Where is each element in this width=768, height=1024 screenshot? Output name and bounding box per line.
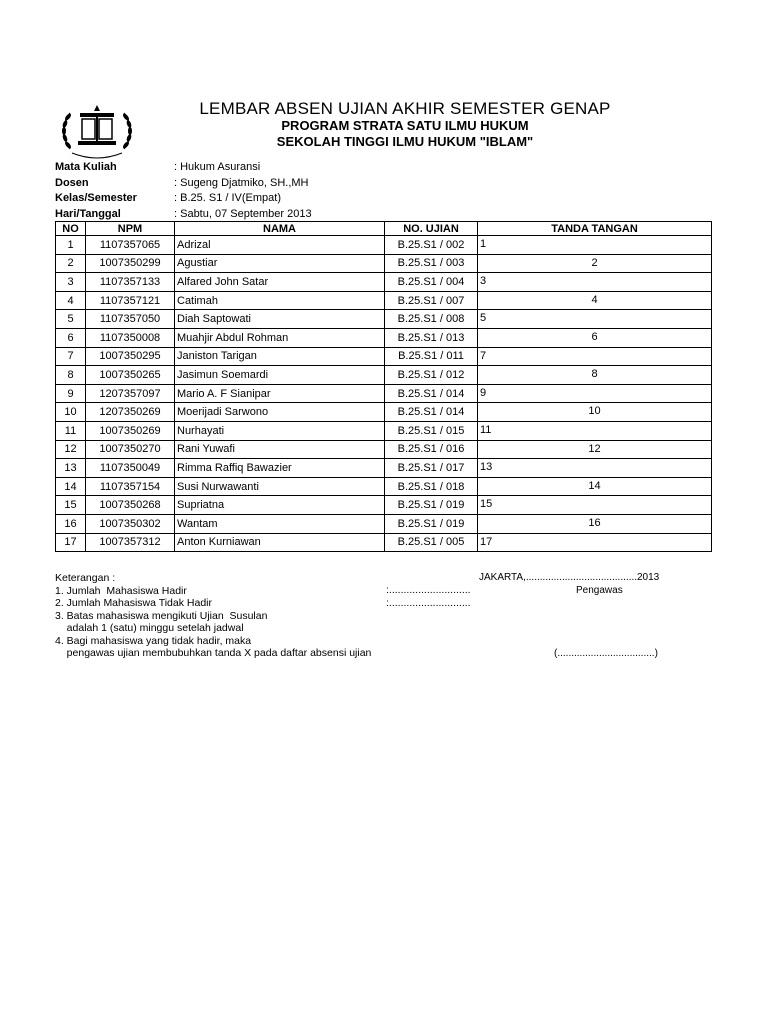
cell-no: 15 (56, 496, 86, 515)
signature-slot-number: 9 (480, 386, 487, 399)
signature-slot-number: 7 (480, 349, 487, 362)
column-header-tanda-tangan: TANDA TANGAN (478, 222, 712, 236)
notes-heading: Keterangan : (55, 572, 116, 584)
page-subtitle-institution: SEKOLAH TINGGI ILMU HUKUM "IBLAM" (276, 134, 534, 149)
cell-tanda-tangan[interactable] (478, 310, 712, 329)
cell-npm: 1107350049 (86, 459, 175, 478)
cell-npm: 1107357121 (86, 291, 175, 310)
cell-tanda-tangan[interactable] (478, 459, 712, 478)
table-row (56, 403, 712, 422)
table-row (56, 236, 712, 255)
signature-slot-number: 4 (591, 293, 598, 306)
cell-npm: 1107357065 (86, 236, 175, 255)
attendance-table (55, 221, 712, 552)
table-row (56, 459, 712, 478)
cell-tanda-tangan[interactable] (478, 533, 712, 552)
table-row (56, 533, 712, 552)
cell-npm: 1007350268 (86, 496, 175, 515)
info-value: : Sabtu, 07 September 2013 (174, 207, 312, 220)
cell-nama: Mario A. F Sianipar (175, 384, 385, 403)
signature-slot-number: 13 (480, 461, 493, 474)
cell-no: 3 (56, 273, 86, 292)
table-row (56, 310, 712, 329)
cell-nama: Muahjir Abdul Rohman (175, 328, 385, 347)
cell-no: 2 (56, 254, 86, 273)
cell-no-ujian: B.25.S1 / 014 (385, 384, 478, 403)
cell-tanda-tangan[interactable] (478, 291, 712, 310)
note-item: 2. Jumlah Mahasiswa Tidak Hadir (55, 597, 212, 609)
cell-no: 12 (56, 440, 86, 459)
cell-npm: 1007350265 (86, 366, 175, 385)
cell-npm: 1207350269 (86, 403, 175, 422)
signature-slot-number: 12 (588, 442, 601, 455)
cell-tanda-tangan[interactable] (478, 328, 712, 347)
signature-slot-number: 17 (480, 535, 493, 548)
cell-nama: Nurhayati (175, 421, 385, 440)
cell-nama: Jasimun Soemardi (175, 366, 385, 385)
count-hadir-field: :............................ (386, 584, 471, 596)
cell-no: 17 (56, 533, 86, 552)
cell-nama: Catimah (175, 291, 385, 310)
cell-no-ujian: B.25.S1 / 002 (385, 236, 478, 255)
cell-no-ujian: B.25.S1 / 007 (385, 291, 478, 310)
info-value: : Sugeng Djatmiko, SH.,MH (174, 176, 309, 189)
cell-tanda-tangan[interactable] (478, 347, 712, 366)
cell-no-ujian: B.25.S1 / 018 (385, 477, 478, 496)
table-row (56, 328, 712, 347)
count-tidak-hadir-field: :............................ (386, 597, 471, 609)
note-item: 3. Batas mahasiswa mengikuti Ujian Susulan (55, 609, 268, 622)
cell-no: 8 (56, 366, 86, 385)
cell-no: 6 (56, 328, 86, 347)
signature-role: Pengawas (576, 585, 623, 596)
cell-no-ujian: B.25.S1 / 014 (385, 403, 478, 422)
signature-slot-number: 8 (591, 368, 598, 381)
cell-no-ujian: B.25.S1 / 003 (385, 254, 478, 273)
cell-nama: Anton Kurniawan (175, 533, 385, 552)
info-value: : B.25. S1 / IV(Empat) (174, 192, 281, 204)
signature-name-line: (...................................) (554, 648, 658, 659)
cell-no-ujian: B.25.S1 / 008 (385, 310, 478, 329)
cell-tanda-tangan[interactable] (478, 514, 712, 533)
cell-tanda-tangan[interactable] (478, 403, 712, 422)
cell-npm: 1107350008 (86, 328, 175, 347)
signature-slot-number: 5 (480, 312, 487, 325)
cell-no: 9 (56, 384, 86, 403)
table-row (56, 384, 712, 403)
cell-tanda-tangan[interactable] (478, 366, 712, 385)
note-item: 1. Jumlah Mahasiswa Hadir (55, 584, 187, 597)
cell-npm: 1107357133 (86, 273, 175, 292)
cell-nama: Rani Yuwafi (175, 440, 385, 459)
info-label: Dosen (55, 176, 89, 189)
cell-nama: Moerijadi Sarwono (175, 403, 385, 422)
cell-no-ujian: B.25.S1 / 005 (385, 533, 478, 552)
cell-nama: Supriatna (175, 496, 385, 515)
column-header-no-ujian: NO. UJIAN (385, 222, 478, 236)
cell-no-ujian: B.25.S1 / 012 (385, 366, 478, 385)
cell-npm: 1107357154 (86, 477, 175, 496)
column-header-npm: NPM (86, 222, 175, 236)
column-header-nama: NAMA (175, 222, 385, 236)
cell-tanda-tangan[interactable] (478, 421, 712, 440)
note-item: pengawas ujian membubuhkan tanda X pada daftar absensi ujian (55, 647, 372, 659)
cell-npm: 1007350302 (86, 514, 175, 533)
cell-no-ujian: B.25.S1 / 019 (385, 514, 478, 533)
signature-slot-number: 11 (480, 423, 492, 436)
signature-slot-number: 6 (591, 330, 598, 343)
cell-no-ujian: B.25.S1 / 019 (385, 496, 478, 515)
signature-slot-number: 16 (588, 516, 601, 529)
signature-place-date: JAKARTA,........................................2013 (479, 572, 660, 583)
cell-npm: 1007350299 (86, 254, 175, 273)
cell-nama: Janiston Tarigan (175, 347, 385, 366)
signature-slot-number: 14 (588, 479, 601, 492)
info-label: Kelas/Semester (55, 192, 137, 204)
notes (55, 572, 371, 660)
signature-slot-number: 3 (480, 275, 487, 288)
page-title: LEMBAR ABSEN UJIAN AKHIR SEMESTER GENAP (199, 99, 611, 118)
cell-npm: 1207357097 (86, 384, 175, 403)
cell-no: 11 (56, 421, 86, 440)
column-header-no: NO (56, 222, 86, 236)
table-row (56, 254, 712, 273)
cell-tanda-tangan[interactable] (478, 496, 712, 515)
table-row (56, 514, 712, 533)
info-label: Hari/Tanggal (55, 207, 121, 220)
cell-tanda-tangan[interactable] (478, 440, 712, 459)
cell-no-ujian: B.25.S1 / 011 (385, 347, 478, 366)
cell-npm: 1007357312 (86, 533, 175, 552)
signature-slot-number: 2 (591, 256, 598, 269)
cell-nama: Agustiar (175, 254, 385, 273)
cell-npm: 1007350269 (86, 421, 175, 440)
table-row (56, 477, 712, 496)
cell-no-ujian: B.25.S1 / 013 (385, 328, 478, 347)
cell-no-ujian: B.25.S1 / 004 (385, 273, 478, 292)
info-label: Mata Kuliah (55, 161, 117, 173)
cell-no-ujian: B.25.S1 / 015 (385, 421, 478, 440)
page-subtitle-program: PROGRAM STRATA SATU ILMU HUKUM (281, 118, 529, 133)
signature-slot-number: 15 (480, 498, 493, 511)
table-row (56, 347, 712, 366)
cell-npm: 1007350295 (86, 347, 175, 366)
cell-no: 13 (56, 459, 86, 478)
cell-nama: Alfared John Satar (175, 273, 385, 292)
cell-no: 7 (56, 347, 86, 366)
cell-tanda-tangan[interactable] (478, 384, 712, 403)
table-row (56, 421, 712, 440)
cell-no: 1 (56, 236, 86, 255)
table-row (56, 440, 712, 459)
cell-npm: 1107357050 (86, 310, 175, 329)
cell-nama: Adrizal (175, 236, 385, 255)
cell-no-ujian: B.25.S1 / 017 (385, 459, 478, 478)
signature-slot-number: 10 (588, 405, 601, 418)
cell-tanda-tangan[interactable] (478, 236, 712, 255)
cell-no-ujian: B.25.S1 / 016 (385, 440, 478, 459)
cell-no: 14 (56, 477, 86, 496)
cell-no: 16 (56, 514, 86, 533)
cell-no: 10 (56, 403, 86, 422)
cell-no: 5 (56, 310, 86, 329)
info-value: : Hukum Asuransi (174, 161, 261, 173)
signature-slot-number: 1 (480, 238, 487, 250)
table-row (56, 291, 712, 310)
table-row (56, 366, 712, 385)
table-row (56, 496, 712, 515)
table-row (56, 273, 712, 292)
cell-tanda-tangan[interactable] (478, 254, 712, 273)
note-item: 4. Bagi mahasiswa yang tidak hadir, maka (55, 634, 252, 647)
cell-npm: 1007350270 (86, 440, 175, 459)
table-header-row (56, 222, 712, 236)
cell-no: 4 (56, 291, 86, 310)
cell-nama: Diah Saptowati (175, 310, 385, 329)
cell-nama: Susi Nurwawanti (175, 477, 385, 496)
cell-tanda-tangan[interactable] (478, 273, 712, 292)
cell-nama: Rimma Raffiq Bawazier (175, 459, 385, 478)
note-item: adalah 1 (satu) minggu setelah jadwal (55, 622, 244, 634)
cell-nama: Wantam (175, 514, 385, 533)
cell-tanda-tangan[interactable] (478, 477, 712, 496)
iblam-crest-icon (60, 101, 134, 165)
